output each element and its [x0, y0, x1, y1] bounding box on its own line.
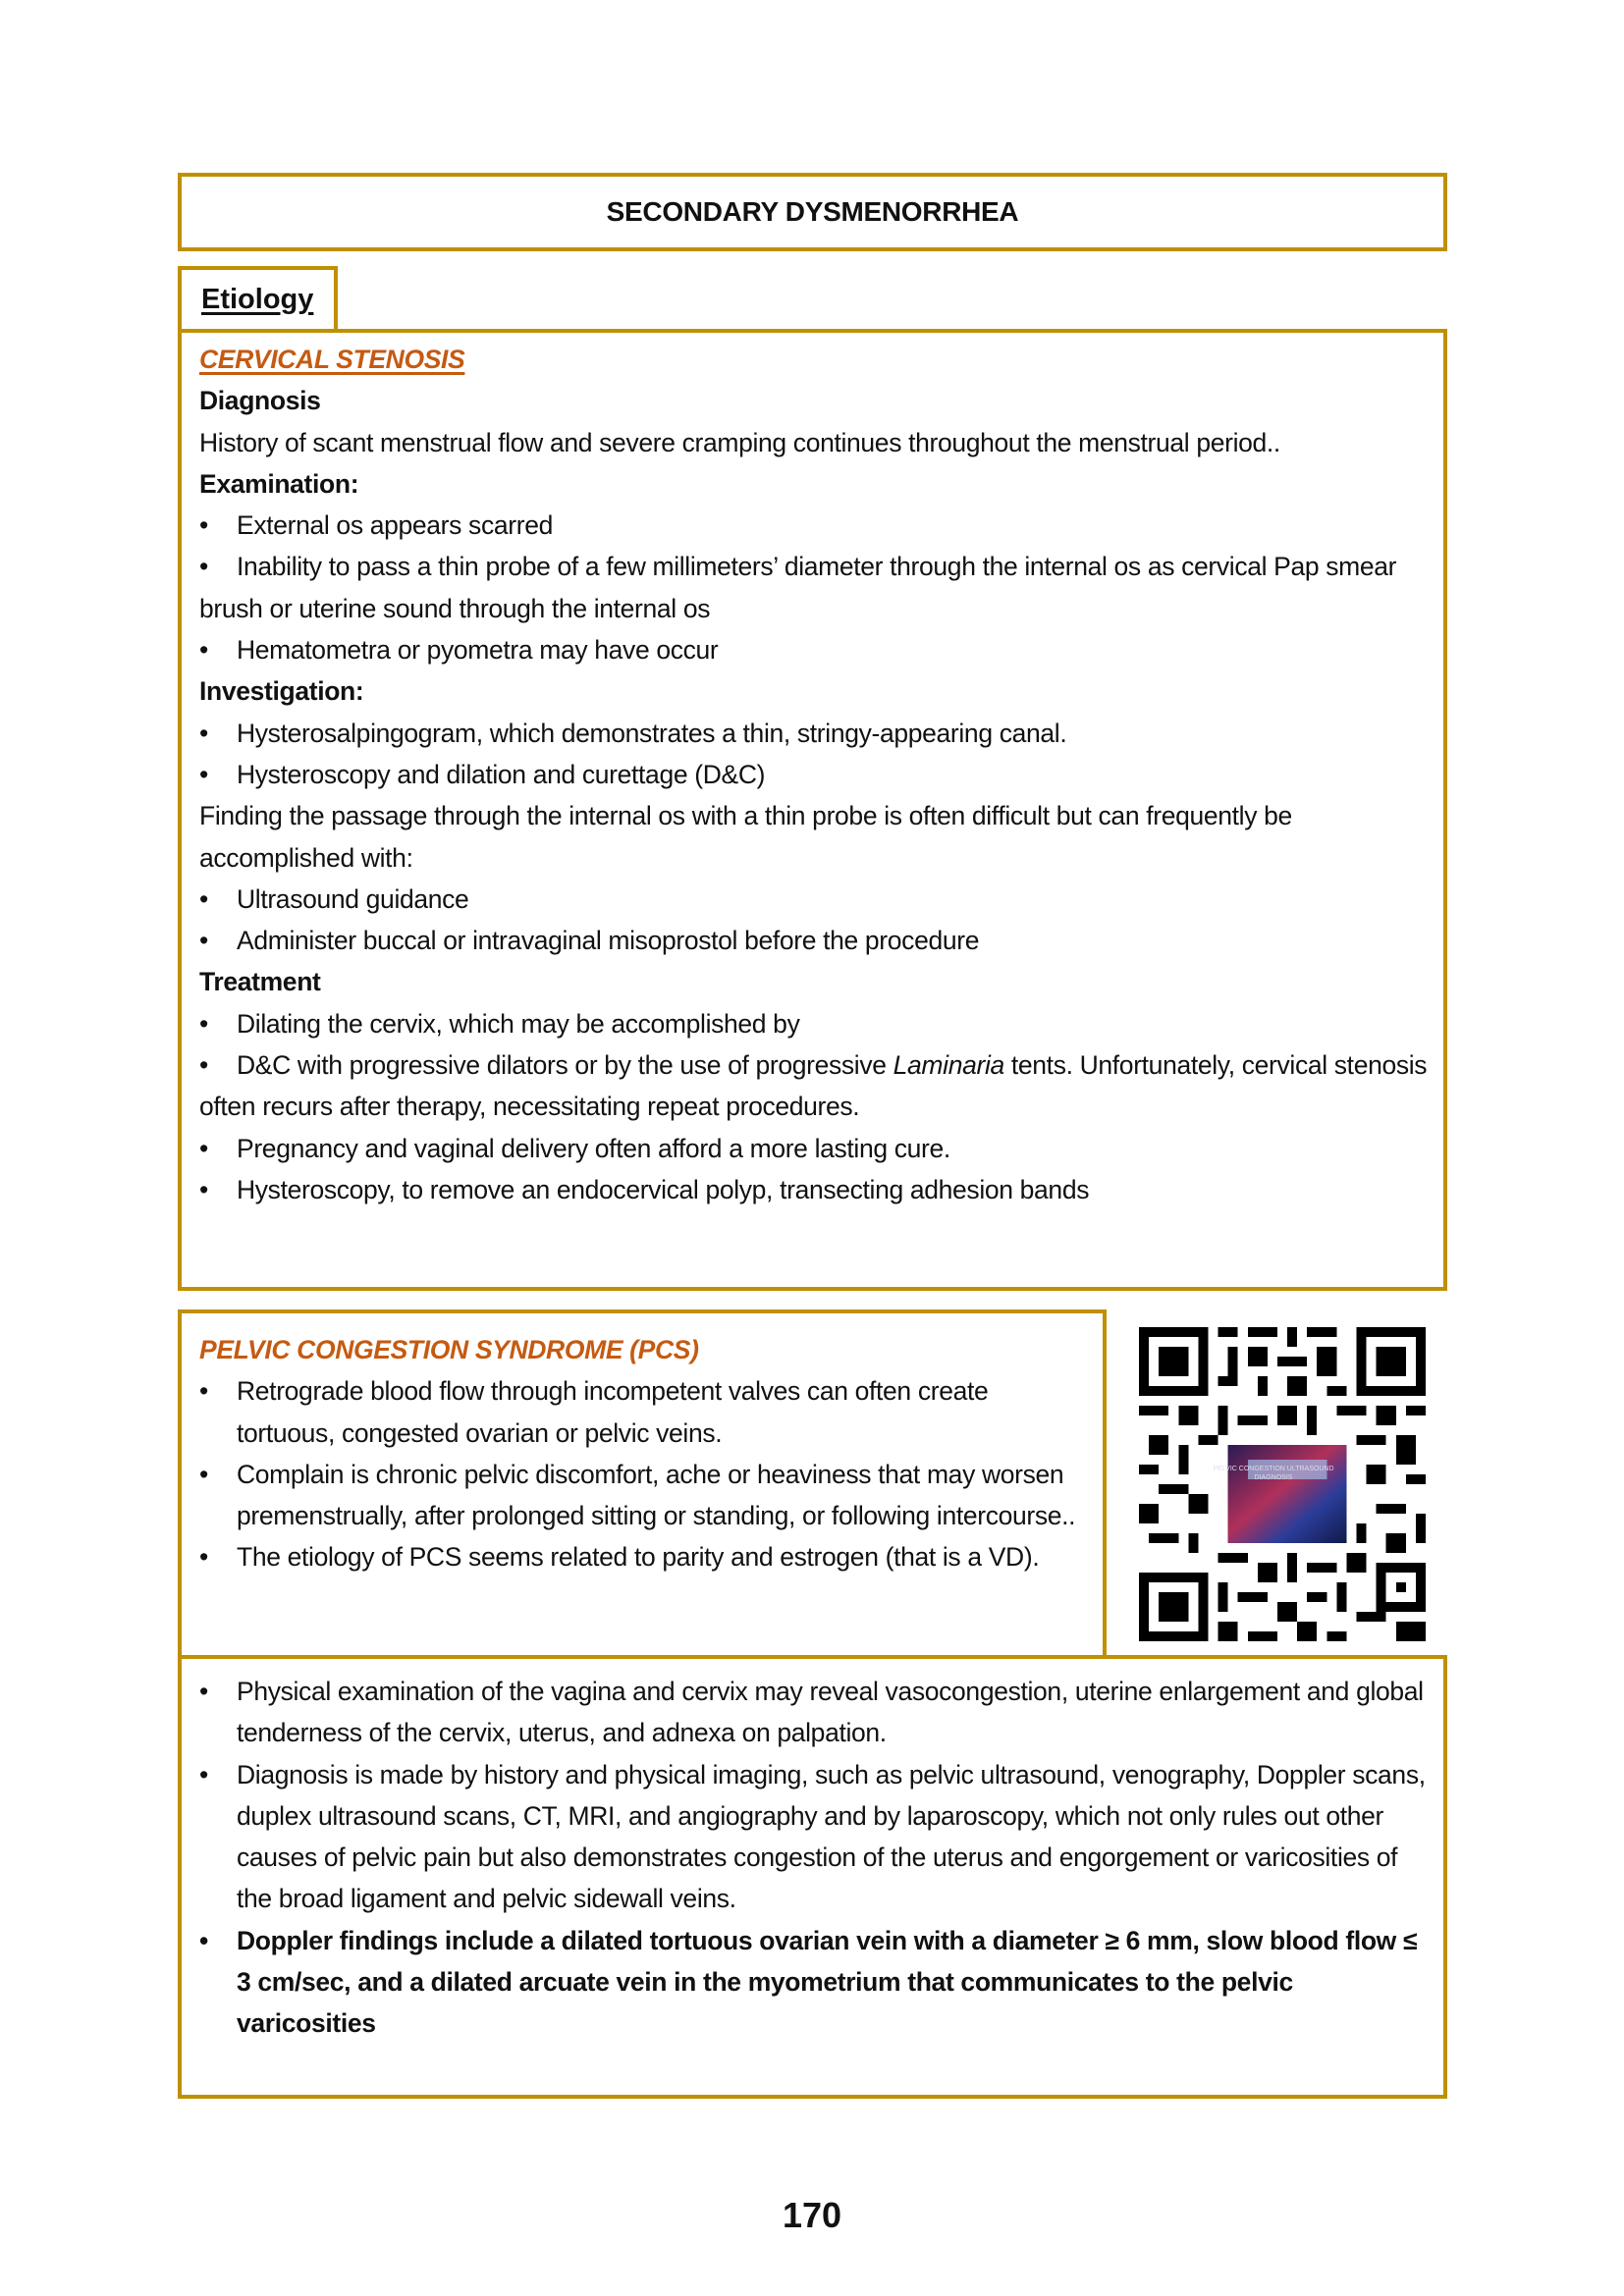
list-item: • The etiology of PCS seems related to parity and estrogen (that is a VD).: [199, 1536, 1089, 1577]
investigation-note: Finding the passage through the internal os with a thin probe is often difficult but can frequently be accomplished with:: [199, 801, 1292, 873]
bullet-icon: •: [199, 926, 208, 956]
qr-code[interactable]: [1139, 1327, 1426, 1641]
bullet-icon: •: [199, 1376, 208, 1407]
list-item: • Hysterosalpingogram, which demonstrates a thin, stringy-appearing canal.: [199, 713, 1430, 754]
list-item: • Retrograde blood flow through incompetent valves can often create tortuous, congested ovarian or pelvic veins.: [199, 1370, 1089, 1454]
list-item: • Doppler findings include a dilated tortuous ovarian vein with a diameter ≥ 6 mm, slow blood flow ≤ 3 cm/sec, and a dilated arcuate vein in the myometrium that communicates to the pelvic varicosities: [199, 1920, 1430, 2045]
section-title: CERVICAL STENOSIS: [199, 345, 465, 374]
etiology-tab: [178, 266, 338, 333]
bullet-icon: •: [199, 1677, 208, 1706]
page-title: SECONDARY DYSMENORRHEA: [606, 196, 1019, 227]
list-item: • Administer buccal or intravaginal misoprostol before the procedure: [199, 920, 1430, 961]
etiology-label: Etiology: [201, 284, 314, 315]
bullet-icon: •: [199, 718, 208, 748]
bullet-icon: •: [199, 635, 208, 666]
diagnosis-text: History of scant menstrual flow and severe cramping continues throughout the menstrual period..: [199, 427, 1280, 457]
list-item: • Hysteroscopy and dilation and curettage (D&C): [199, 754, 1430, 795]
bullet-icon: •: [199, 1133, 208, 1163]
examination-heading: Examination:: [199, 468, 359, 499]
bullet-icon: •: [199, 552, 208, 582]
list-item: • Complain is chronic pelvic discomfort, ache or heaviness that may worsen premenstrually, after prolonged sitting or standing, or following intercourse..: [199, 1454, 1089, 1537]
list-item: • Diagnosis is made by history and physical imaging, such as pelvic ultrasound, venography, Doppler scans, duplex ultrasound scans, CT, MRI, and angiography and by laparoscopy, which not only rules out other causes of pelvic pain but also demonstrates congestion of the uterus and engorgement or varicosities of the broad ligament and pelvic sidewall veins.: [199, 1754, 1430, 1920]
cervical-stenosis-section: [178, 329, 1447, 1291]
bullet-icon: •: [199, 1174, 208, 1204]
pcs-section: [178, 1309, 1107, 1659]
pcs-details-section: [178, 1655, 1447, 2099]
bullet-icon: •: [199, 510, 208, 541]
bullet-icon: •: [199, 1759, 208, 1789]
header-box: [178, 173, 1447, 251]
bullet-icon: •: [199, 759, 208, 789]
diagnosis-heading: Diagnosis: [199, 386, 321, 416]
bullet-icon: •: [199, 1050, 208, 1081]
bullet-icon: •: [199, 1925, 208, 1955]
list-item: • Ultrasound guidance: [199, 879, 1430, 920]
list-item: • External os appears scarred: [199, 505, 1430, 546]
list-item: • Dilating the cervix, which may be accomplished by: [199, 1003, 1430, 1044]
qr-image-label: PELVIC CONGESTION ULTRASOUND DIAGNOSIS: [1213, 1466, 1334, 1481]
bullet-icon: •: [199, 883, 208, 914]
investigation-heading: Investigation:: [199, 676, 364, 707]
page-number: 170: [782, 2195, 842, 2235]
list-item: • Hysteroscopy, to remove an endocervical polyp, transecting adhesion bands: [199, 1169, 1430, 1210]
list-item: • Pregnancy and vaginal delivery often afford a more lasting cure.: [199, 1128, 1430, 1169]
list-item: • Physical examination of the vagina and cervix may reveal vasocongestion, uterine enlargement and global tenderness of the cervix, uterus, and adnexa on palpation.: [199, 1671, 1430, 1754]
section-title: PELVIC CONGESTION SYNDROME (PCS): [199, 1335, 699, 1364]
qr-code-icon: [1139, 1327, 1426, 1641]
bullet-icon: •: [199, 1542, 208, 1573]
bullet-icon: •: [199, 1008, 208, 1039]
list-item: • Hematometra or pyometra may have occur: [199, 629, 1430, 670]
treatment-heading: Treatment: [199, 967, 321, 997]
list-item: • D&C with progressive dilators or by the use of progressive Laminaria tents. Unfortunately, cervical stenosis often recurs after therapy, necessitating repeat procedures.: [199, 1044, 1430, 1128]
list-item: • Inability to pass a thin probe of a few millimeters’ diameter through the internal os as cervical Pap smear brush or uterine sound through the internal os: [199, 546, 1430, 629]
bullet-icon: •: [199, 1459, 208, 1489]
